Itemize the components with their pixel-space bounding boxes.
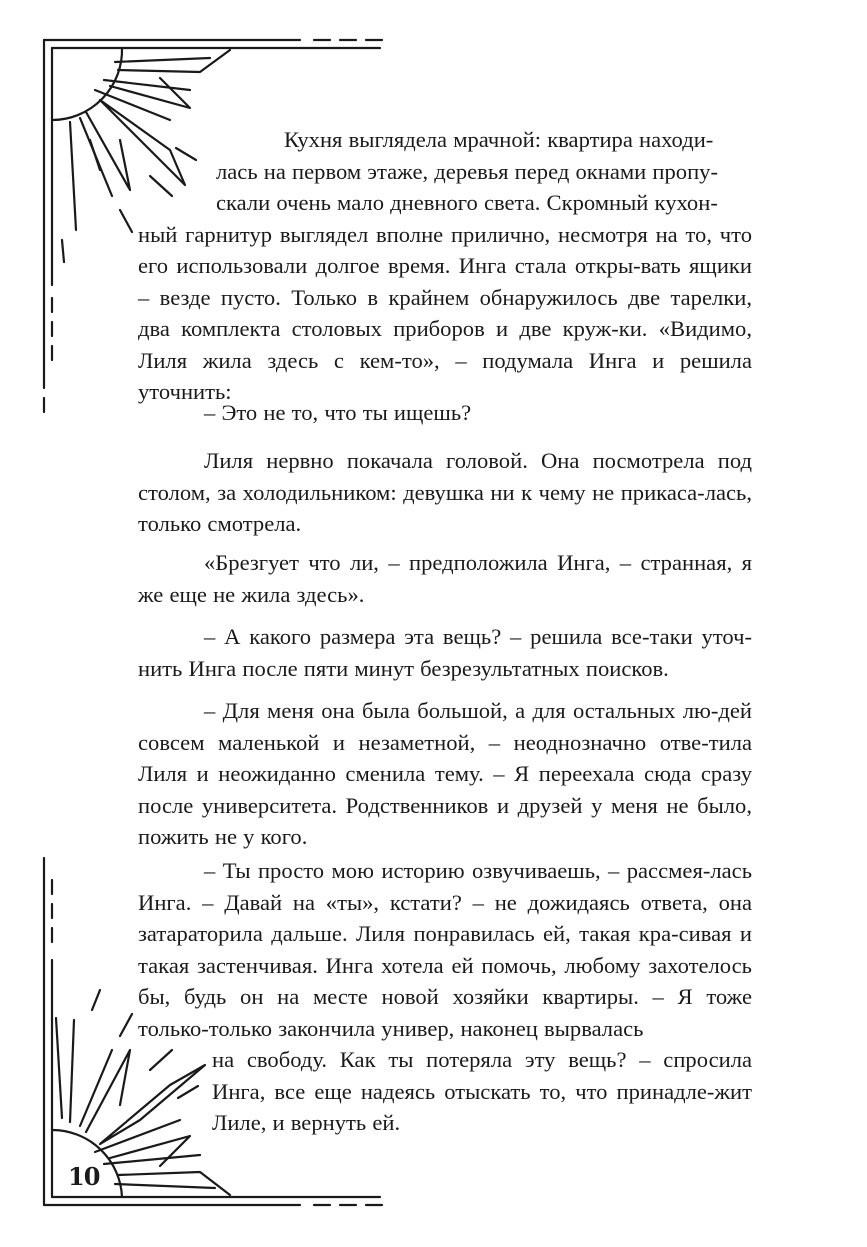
paragraph-3: Лиля нервно покачала головой. Она посмотрела под столом, за холодильником: девушка ни к чему не прикаса-лась, только смотрела. xyxy=(138,448,752,536)
paragraph-7-tail: на свободу. Как ты потеряла эту вещь? – спросила Инга, все еще надеясь отыскать то, что принадле-жит Лиле, и вернуть ей. xyxy=(212,1047,752,1135)
paragraph-6: – Для меня она была большой, а для остальных лю-дей совсем маленькой и незаметной, – неоднозначно отве-тила Лиля и неожиданно сменила тему. – Я переехала сюда сразу после университета. Родственников и друзей у меня не было, пожить не у кого. xyxy=(138,698,752,849)
paragraph-5: – А какого размера эта вещь? – решила все-таки уточ-нить Инга после пяти минут безрезультатных поисков. xyxy=(138,624,752,681)
paragraph-1-line-2: лась на первом этаже, деревья перед окнами пропу- xyxy=(216,158,718,184)
paragraph-2: – Это не то, что ты ищешь? xyxy=(204,400,472,425)
paragraph-1 xyxy=(138,124,752,408)
paragraph-1-rest: ный гарнитур выглядел вполне прилично, несмотря на то, что его использовали долгое время. Инга стала откры-вать ящики – везде пусто. Только в крайнем обнаружилось две тарелки, два комплекта столовых приборов и две круж-ки. «Видимо, Лиля жила здесь с кем-то», – подумала Инга и решила уточнить: xyxy=(138,221,752,404)
paragraph-4: «Брезгует что ли, – предположила Инга, – странная, я же еще не жила здесь». xyxy=(138,550,752,607)
paragraph-7: – Ты просто мою историю озвучиваешь, – рассмея-лась Инга. – Давай на «ты», кстати? – не дожидаясь ответа, она затараторила дальше. Лиля понравилась ей, такая кра-сивая и такая застенчивая. Инга хотела ей помочь, любому захотелось бы, будь он на месте новой хозяйки квартиры. – Я тоже только-только закончила универ, наконец вырвалась xyxy=(138,858,752,1041)
paragraph-1-line-1: Кухня выглядела мрачной: квартира находи- xyxy=(284,127,714,152)
paragraph-1-line-3: скали очень мало дневного света. Скромный кухон- xyxy=(216,190,718,215)
page-number: 10 xyxy=(68,1162,100,1191)
